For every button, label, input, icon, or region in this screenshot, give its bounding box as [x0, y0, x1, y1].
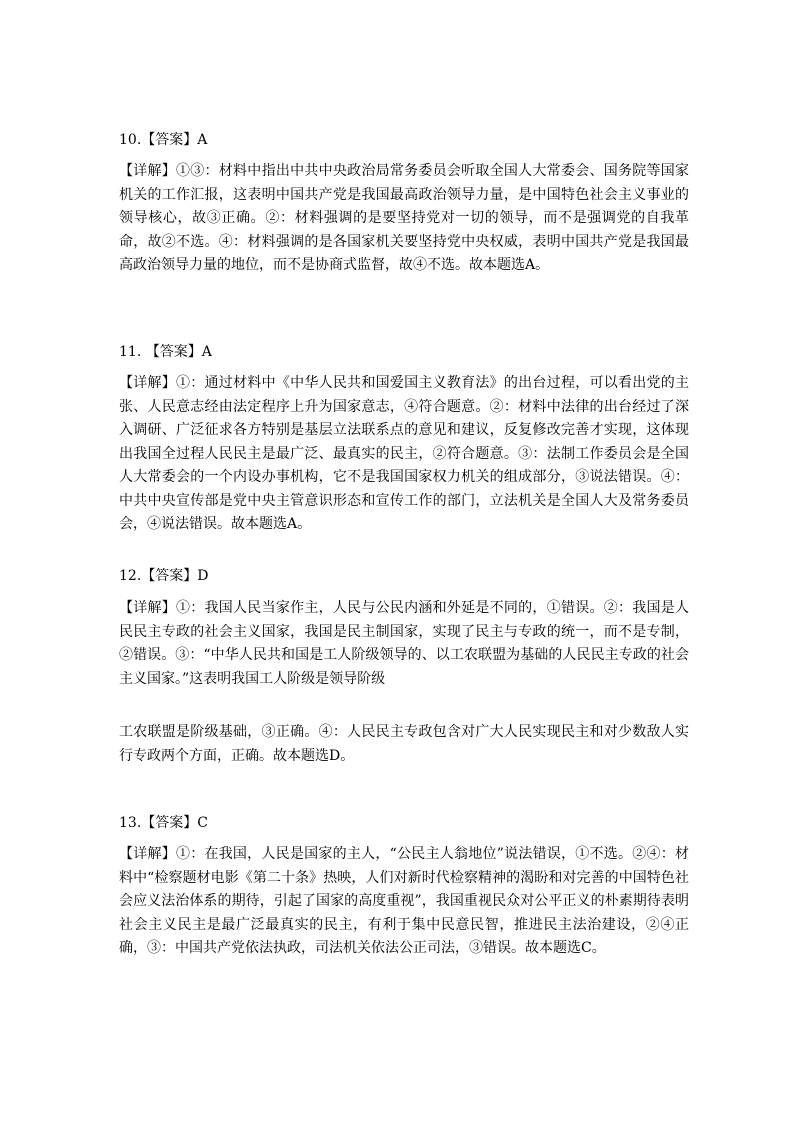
answer-12: 12.【答案】D	[119, 568, 209, 584]
detail-11: 【详解】①：通过材料中《中华人民共和国爱国主义教育法》的出台过程，可以看出党的主张、人民意志经由法定程序上升为国家意志，④符合题意。②：材料中法律的出台经过了深入调研、广泛征求各方特别是基层立法联系点的意见和建议，反复修改完善才实现，这体现出我国全过程人民民主是最广泛、最真实的民主，②符合题意。③：法制工作委员会是全国人大常委会的一个内设办事机构，它不是我国国家权力机关的组成部分，③说法错误。④：中共中央宣传部是党中央主管意识形态和宣传工作的部门，立法机关是全国人大及常务委员会，④说法错误。故本题选A。	[119, 375, 689, 532]
detail-10: 【详解】①③：材料中指出中共中央政治局常务委员会听取全国人大常委会、国务院等国家机关的工作汇报，这表明中国共产党是我国最高政治领导力量，是中国特色社会主义事业的领导核心，故③正确。②：材料强调的是要坚持党对一切的领导，而不是强调党的自我革命，故②不选。④：材料强调的是各国家机关要坚持党中央权威，表明中国共产党是我国最高政治领导力量的地位，而不是协商式监督，故④不选。故本题选A。	[119, 163, 689, 273]
answer-13: 13.【答案】C	[119, 815, 208, 831]
detail-12: 【详解】①：我国人民当家作主，人民与公民内涵和外延是不同的，①错误。②：我国是人民民主专政的社会主义国家，我国是民主制国家，实现了民主与专政的统一，而不是专制，②错误。③：“中华人民共和国是工人阶级领导的、以工农联盟为基础的人民民主专政的社会主义国家。”这表明我国工人阶级是领导阶级	[119, 600, 689, 687]
answer-10: 10.【答案】A	[119, 132, 208, 148]
detail-13: 【详解】①：在我国，人民是国家的主人，“公民主人翁地位”说法错误，①不选。②④：材料中“检察题材电影《第二十条》热映，人们对新时代检察精神的渴盼和对完善的中国特色社会应义法治体系的期待，引起了国家的高度重视”，我国重视民众对公平正义的朴素期待表明社会主义民主是最广泛最真实的民主，有利于集中民意民智，推进民主法治建设，②④正确，③：中国共产党依法执政，司法机关依法公正司法，③错误。故本题选C。	[119, 846, 689, 956]
detail-12-continued: 工农联盟是阶级基础，③正确。④：人民民主专政包含对广大人民实现民主和对少数敌人实行专政两个方面，正确。故本题选D。	[119, 724, 689, 764]
answer-11: 11. 【答案】A	[119, 344, 212, 360]
